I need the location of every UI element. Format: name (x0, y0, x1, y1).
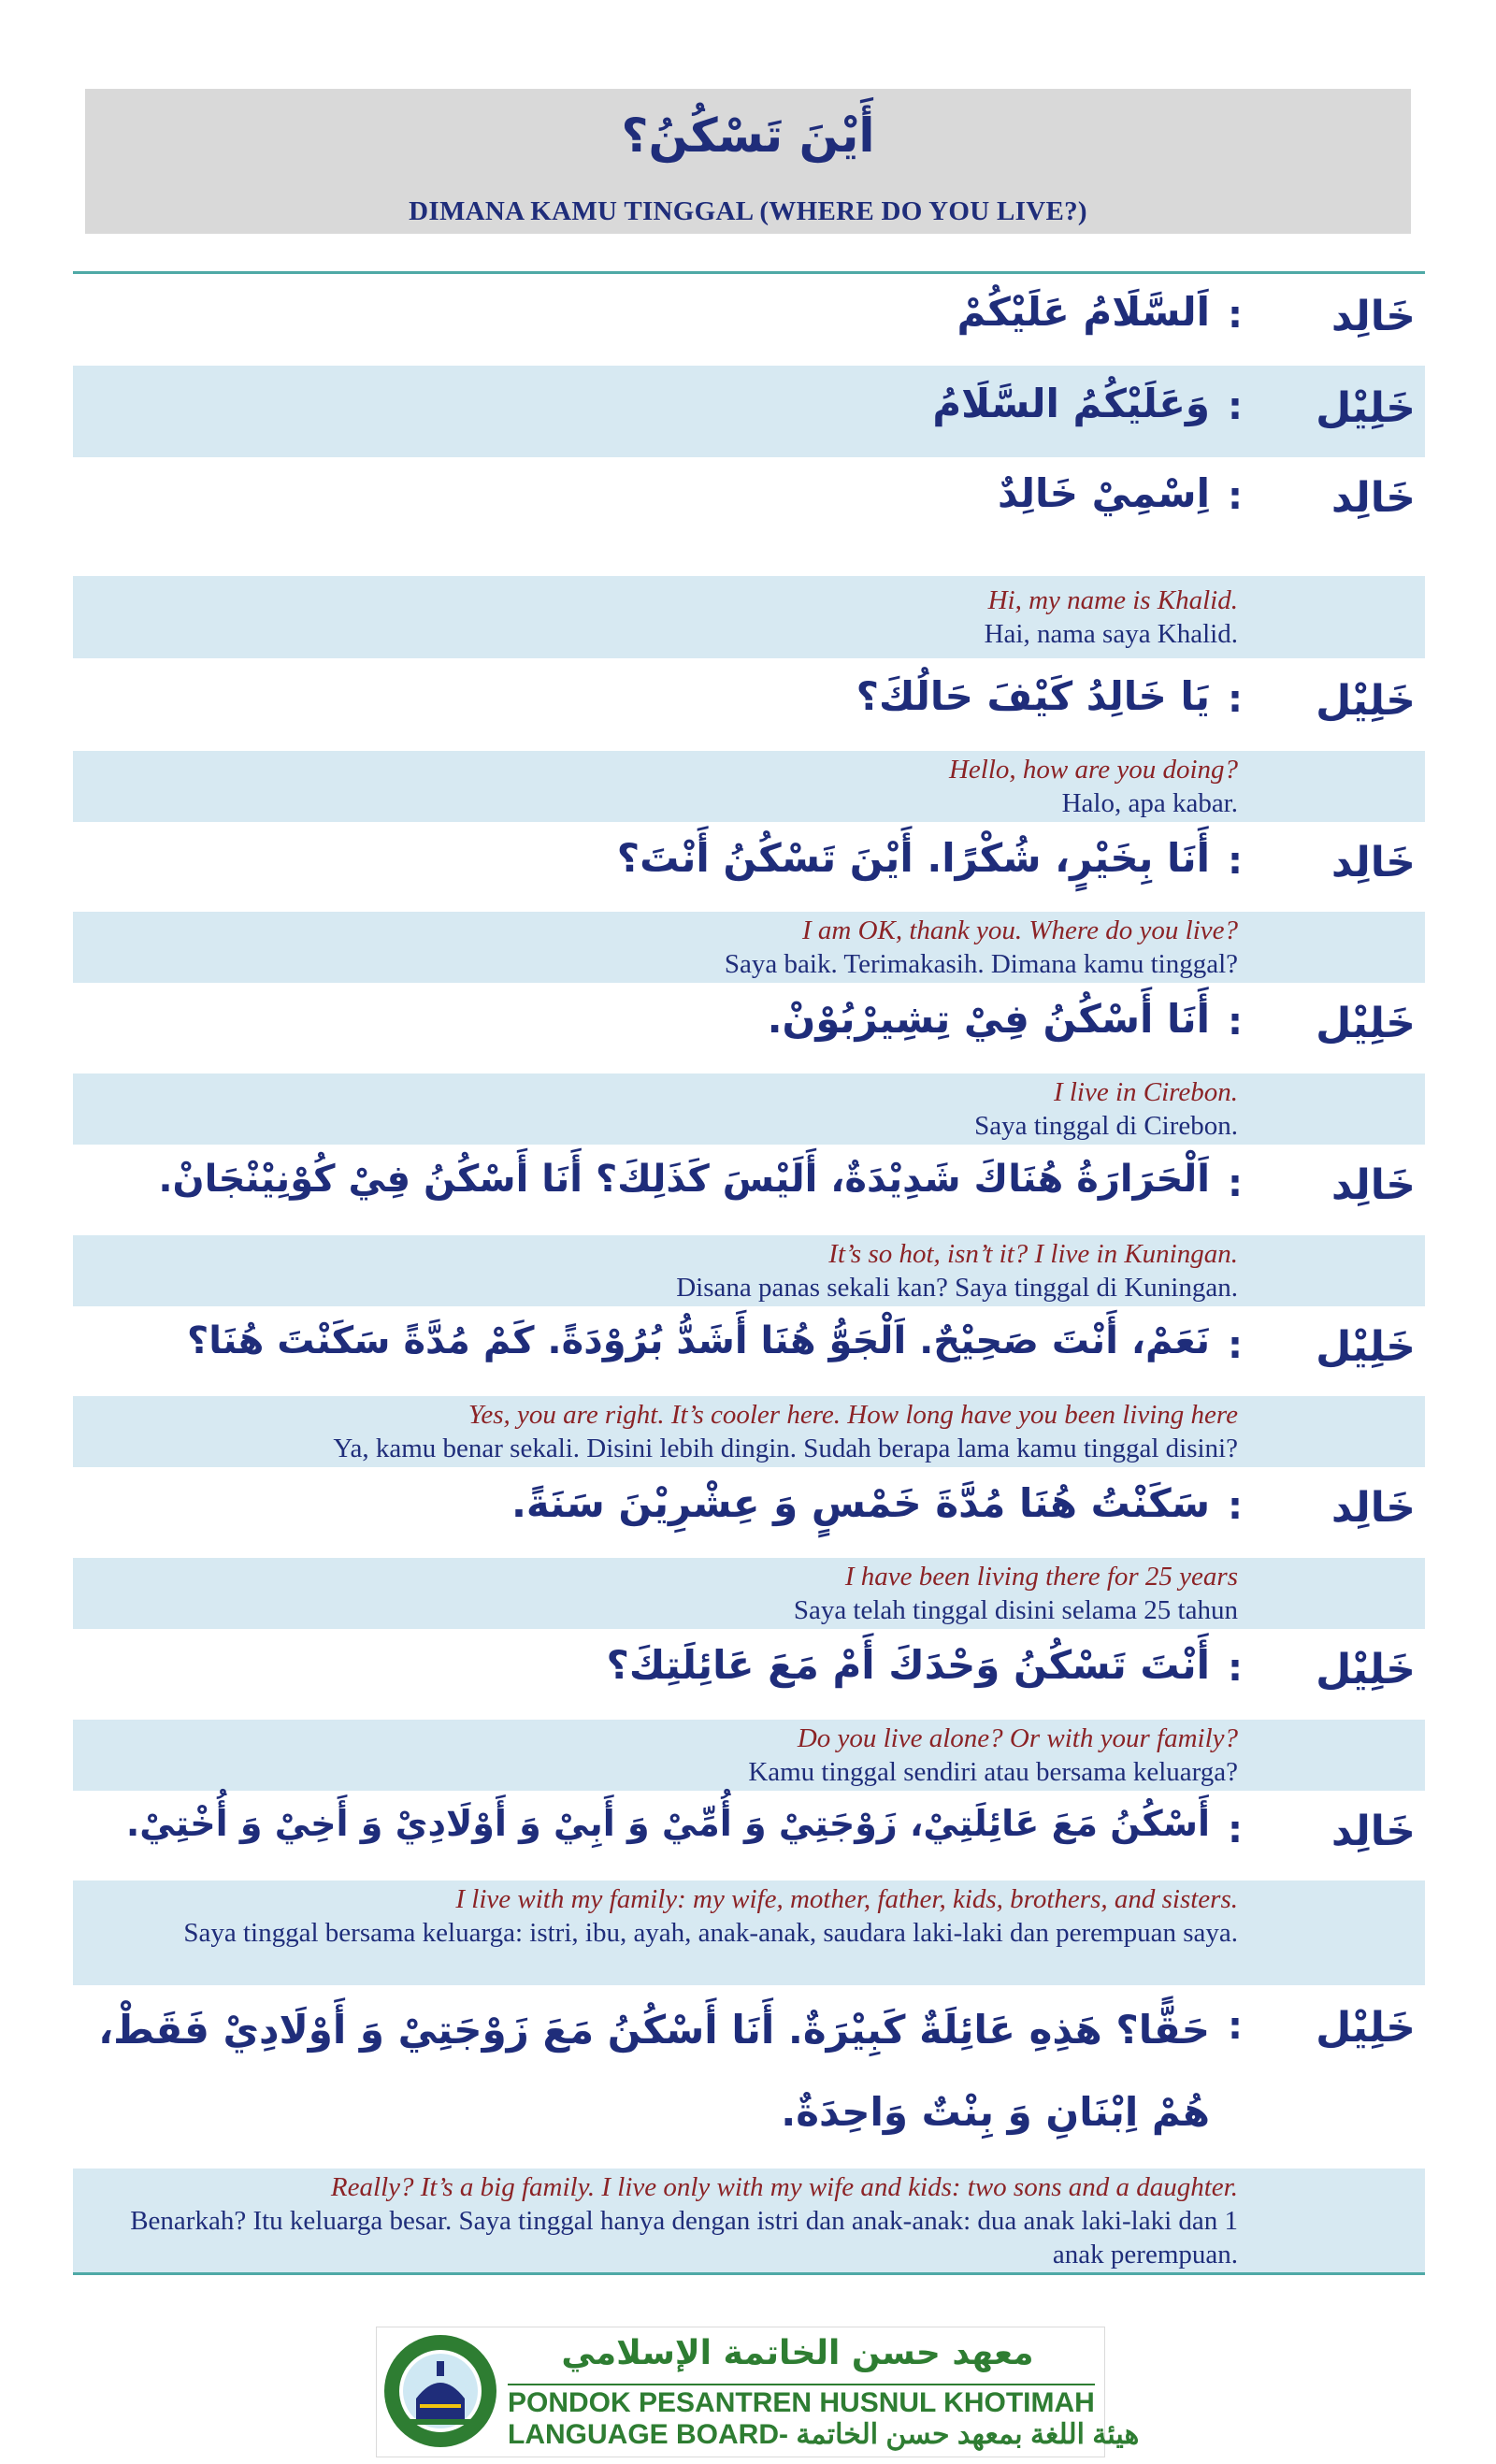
translation-block (73, 751, 1425, 822)
separator-colon: : (1228, 1001, 1243, 1044)
indonesian-translation: Saya telah tinggal disini selama 25 tahun (793, 1595, 1238, 1625)
speaker-name: خَالِد (1331, 1484, 1416, 1532)
english-translation: Hello, how are you doing? (948, 755, 1238, 785)
indonesian-translation: Ya, kamu benar sekali. Disini lebih dingin. Sudah berapa lama kamu tinggal disini? (333, 1434, 1238, 1463)
english-translation: Hi, my name is Khalid. (987, 585, 1238, 615)
translation-block (73, 1880, 1425, 1985)
arabic-line: أَنَا أَسْكُنُ فِيْ تِشِيرْبُوْنْ. (767, 996, 1210, 1042)
translation-block (73, 1558, 1425, 1629)
separator-colon: : (1228, 1162, 1243, 1205)
english-translation: I live with my family: my wife, mother, father, kids, brothers, and sisters. (455, 1884, 1238, 1914)
separator-colon: : (1228, 1647, 1243, 1690)
arabic-line: نَعَمْ، أَنْتَ صَحِيْحٌ. اَلْجَوُّ هُنَا أَشَدُّ بُرُوْدَةً. كَمْ مُدَّةً سَكَنْتَ هُنَا؟ (187, 1319, 1210, 1362)
translation-block (73, 1396, 1425, 1467)
separator-colon: : (1228, 1808, 1243, 1852)
separator-colon: : (1228, 2005, 1243, 2048)
indonesian-translation: Hai, nama saya Khalid. (984, 619, 1238, 649)
english-translation: Really? It’s a big family. I live only with my wife and kids: two sons and a daughter. (330, 2172, 1238, 2202)
dialog-line (73, 1629, 1425, 1720)
arabic-line: وَعَلَيْكُمُ السَّلَامُ (932, 381, 1210, 426)
institution-logo (376, 2327, 1140, 2457)
speaker-name: خَلِيْل (1316, 1323, 1416, 1371)
arabic-line: أَنَا بِخَيْرٍ، شُكْرًا. أَيْنَ تَسْكُنُ أَنْتَ؟ (616, 835, 1210, 881)
english-translation: I am OK, thank you. Where do you live? (801, 915, 1238, 945)
dialog-line (73, 1145, 1425, 1235)
speaker-name: خَالِد (1331, 839, 1416, 886)
translation-block (73, 912, 1425, 983)
separator-colon: : (1228, 475, 1243, 518)
english-translation: It’s so hot, isn’t it? I live in Kuningan. (828, 1239, 1238, 1269)
arabic-line: اِسْمِيْ خَالِدٌ (997, 470, 1210, 516)
translation-block (73, 1720, 1425, 1791)
speaker-name: خَالِد (1331, 474, 1416, 522)
logo-divider (508, 2384, 1095, 2385)
indonesian-translation: Saya tinggal di Cirebon. (974, 1111, 1238, 1141)
dialog-line (73, 1791, 1425, 1880)
arabic-line: أَسْكُنُ مَعَ عَائِلَتِيْ، زَوْجَتِيْ وَ أُمِّيْ وَ أَبِيْ وَ أَوْلَادِيْ وَ أَخِيْ وَ أُخْتِيْ. (125, 1803, 1210, 1844)
speaker-name: خَلِيْل (1316, 677, 1416, 725)
speaker-name: خَلِيْل (1316, 384, 1416, 432)
indonesian-translation: Kamu tinggal sendiri atau bersama keluarga? (748, 1757, 1238, 1787)
speaker-name: خَالِد (1331, 1808, 1416, 1855)
separator-colon: : (1228, 678, 1243, 721)
english-translation: Do you live alone? Or with your family? (797, 1723, 1238, 1753)
english-translation: I have been living there for 25 years (844, 1562, 1238, 1592)
logo-arabic-name: معهد حسن الخاتمة الإسلامي (561, 2334, 1034, 2372)
title-banner (85, 89, 1411, 234)
dialog-line (73, 1306, 1425, 1396)
arabic-line: حَقًّا؟ هَذِهِ عَائِلَةٌ كَبِيْرَةٌ. أَنَا أَسْكُنُ مَعَ زَوْجَتِيْ وَ أَوْلَادِيْ فَقَطْ، هُمْ اِبْنَانِ وَ بِنْتٌ وَاحِدَةٌ. (98, 2007, 1210, 2135)
separator-colon: : (1228, 1485, 1243, 1528)
translation-block (73, 1073, 1425, 1145)
separator-colon: : (1228, 1324, 1243, 1367)
indonesian-translation: Halo, apa kabar. (1061, 788, 1238, 818)
dialog-line (73, 366, 1425, 457)
mosque-emblem-icon (382, 2333, 498, 2449)
translation-block (73, 576, 1425, 658)
arabic-line: اَلْحَرَارَةُ هُنَاكَ شَدِيْدَةٌ، أَلَيْسَ كَذَلِكَ؟ أَنَا أَسْكُنُ فِيْ كُوْنِيْنْجَانْ. (158, 1158, 1210, 1201)
english-translation: I live in Cirebon. (1053, 1077, 1238, 1107)
dialog-line (73, 983, 1425, 1073)
arabic-line: أَنْتَ تَسْكُنُ وَحْدَكَ أَمْ مَعَ عَائِلَتِكَ؟ (606, 1642, 1210, 1688)
separator-colon: : (1228, 840, 1243, 883)
translation-block (73, 2169, 1425, 2272)
speaker-name: خَلِيْل (1316, 1646, 1416, 1693)
english-translation: Yes, you are right. It’s cooler here. How long have you been living here (468, 1400, 1238, 1430)
dialog-line (73, 1985, 1425, 2169)
logo-department-name: LANGUAGE BOARD- هيئة اللغة بمعهد حسن الخاتمة (508, 2419, 1140, 2450)
logo-institution-name: PONDOK PESANTREN HUSNUL KHOTIMAH (508, 2387, 1095, 2418)
dialog-line (73, 274, 1425, 366)
translation-block (73, 1235, 1425, 1306)
arabic-line: سَكَنْتُ هُنَا مُدَّةَ خَمْسٍ وَ عِشْرِيْنَ سَنَةً. (511, 1480, 1210, 1526)
dialog-line (73, 822, 1425, 912)
dialog-table (73, 271, 1425, 2275)
dialog-line (73, 1467, 1425, 1558)
speaker-name: خَلِيْل (1316, 2004, 1416, 2052)
arabic-line: يَا خَالِدُ كَيْفَ حَالُكَ؟ (856, 673, 1210, 719)
page-title: DIMANA KAMU TINGGAL (WHERE DO YOU LIVE?) (409, 196, 1087, 226)
speaker-name: خَلِيْل (1316, 1000, 1416, 1047)
separator-colon: : (1228, 385, 1243, 428)
indonesian-translation: Disana panas sekali kan? Saya tinggal di Kuningan. (676, 1273, 1238, 1303)
page-title-arabic: أَيْنَ تَسْكُنُ؟ (621, 108, 875, 163)
dialog-line (73, 457, 1425, 576)
speaker-name: خَالِد (1331, 1161, 1416, 1209)
separator-colon: : (1228, 294, 1243, 337)
indonesian-translation: Saya baik. Terimakasih. Dimana kamu tinggal? (724, 949, 1238, 979)
indonesian-translation: Benarkah? Itu keluarga besar. Saya tinggal hanya dengan istri dan anak-anak: dua anak laki-laki dan 1 anak perempuan. (130, 2206, 1238, 2269)
indonesian-translation: Saya tinggal bersama keluarga: istri, ibu, ayah, anak-anak, saudara laki-laki dan perempuan saya. (183, 1918, 1238, 1948)
dialog-line (73, 658, 1425, 751)
speaker-name: خَالِد (1331, 293, 1416, 340)
arabic-line: اَلسَّلَامُ عَلَيْكُمْ (957, 289, 1210, 335)
